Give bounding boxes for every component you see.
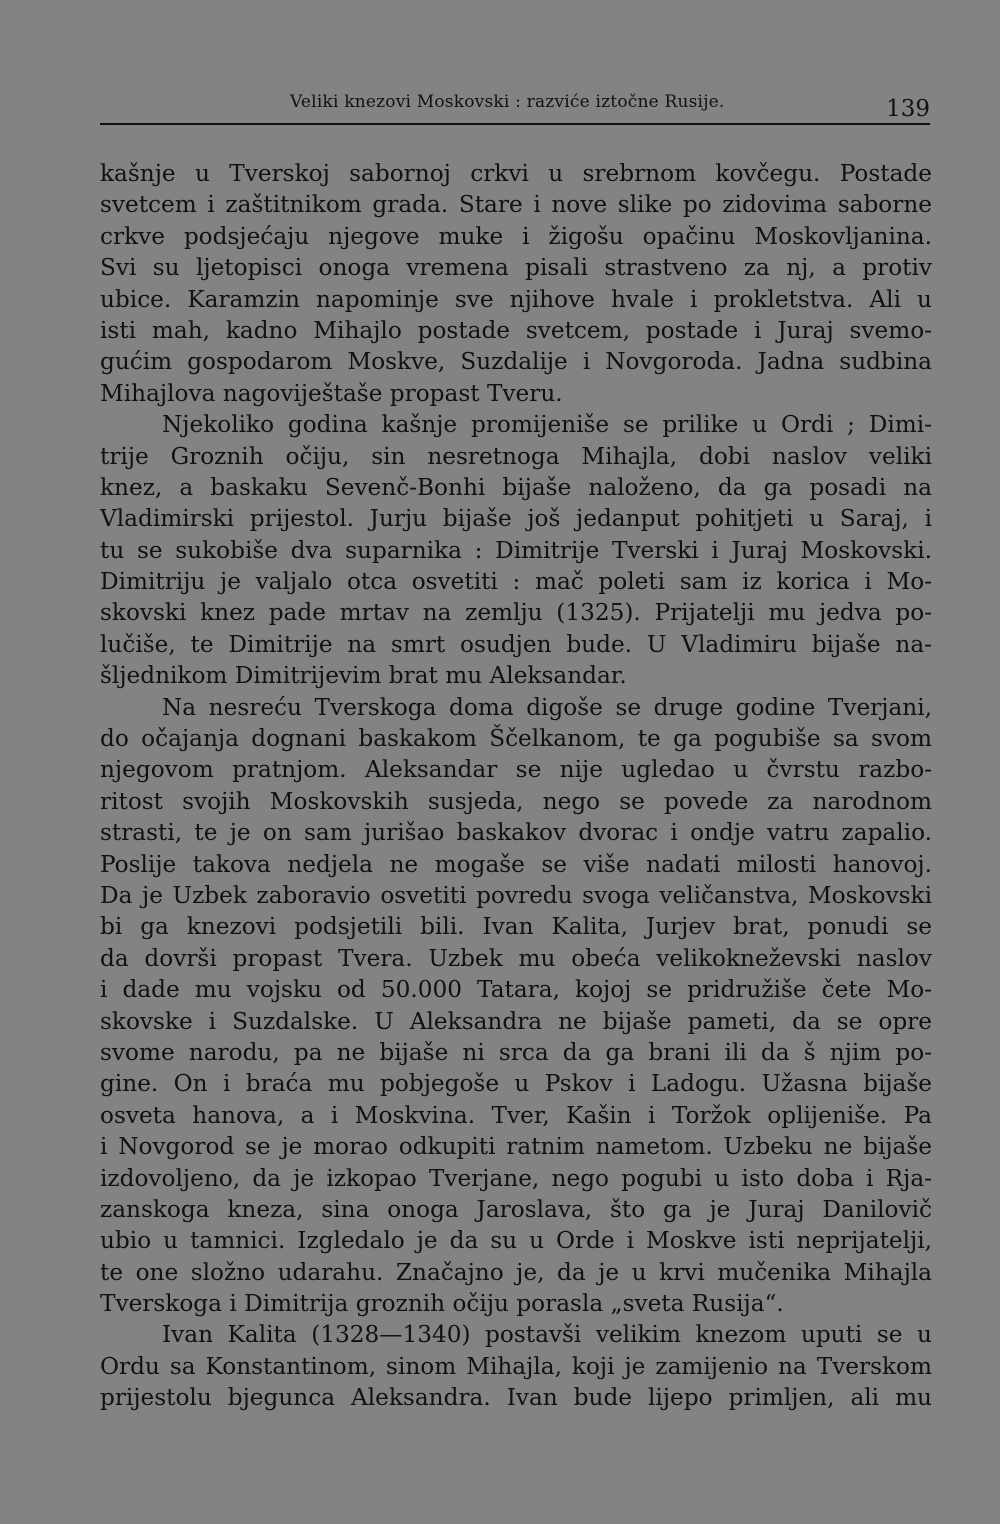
text-line: skovski knez pade mrtav na zemlju (1325). Prijatelji mu jedva po- xyxy=(100,599,932,627)
text-line: i dade mu vojsku od 50.000 Tatara, kojoj se pridružiše čete Mo- xyxy=(100,976,932,1004)
text-line: Da je Uzbek zaboravio osvetiti povredu svoga veličanstva, Moskovski xyxy=(100,881,932,909)
text-line: Svi su ljetopisci onoga vremena pisali strastveno za nj, a protiv xyxy=(100,254,932,282)
text-line: Mihajlova nagoviještaše propast Tveru. xyxy=(100,379,563,407)
text-line: Ordu sa Konstantinom, sinom Mihajla, koji je zamijenio na Tverskom xyxy=(100,1352,932,1380)
text-line: crkve podsjećaju njegove muke i žigošu opačinu Moskovljanina. xyxy=(100,222,932,250)
text-line: te one složno udarahu. Značajno je, da je u krvi mučenika Mihajla xyxy=(100,1258,932,1286)
text-line: Vladimirski prijestol. Jurju bijaše još jedanput pohitjeti u Saraj, i xyxy=(100,505,932,533)
text-line: trije Groznih očiju, sin nesretnoga Mihajla, dobi naslov veliki xyxy=(100,442,932,470)
text-line: lučiše, te Dimitrije na smrt osudjen bude. U Vladimiru bijaše na- xyxy=(100,630,932,658)
text-line: gine. On i braća mu pobjegoše u Pskov i Ladogu. Užasna bijaše xyxy=(100,1070,932,1098)
text-line: Dimitriju je valjalo otca osvetiti : mač poleti sam iz korica i Mo- xyxy=(100,568,932,596)
text-line: svome narodu, pa ne bijaše ni srca da ga brani ili da š njim po- xyxy=(100,1038,932,1066)
header-rule xyxy=(100,123,930,125)
text-line: prijestolu bjegunca Aleksandra. Ivan bude lijepo primljen, ali mu xyxy=(100,1384,932,1412)
running-head xyxy=(100,88,930,128)
text-line: bi ga knezovi podsjetili bili. Ivan Kalita, Jurjev brat, ponudi se xyxy=(100,913,932,941)
text-line: isti mah, kadno Mihajlo postade svetcem, postade i Juraj svemo- xyxy=(100,316,932,344)
text-line: Njekoliko godina kašnje promijeniše se prilike u Ordi ; Dimi- xyxy=(162,411,932,439)
text-line: tu se sukobiše dva suparnika : Dimitrije Tverski i Juraj Moskovski. xyxy=(100,536,932,564)
text-line: skovske i Suzdalske. U Aleksandra ne bijaše pameti, da se opre xyxy=(100,1007,932,1035)
text-line: ubice. Karamzin napominje sve njihove hvale i prokletstva. Ali u xyxy=(100,285,932,313)
text-line: i Novgorod se je morao odkupiti ratnim nametom. Uzbeku ne bijaše xyxy=(100,1133,932,1161)
text-line: da dovrši propast Tvera. Uzbek mu obeća velikokneževski naslov xyxy=(100,944,932,972)
text-line: Ivan Kalita (1328—1340) postavši velikim knezom uputi se u xyxy=(162,1321,932,1349)
text-line: izdovoljeno, da je izkopao Tverjane, nego pogubi u isto doba i Rja- xyxy=(100,1164,932,1192)
text-line: kašnje u Tverskoj sabornoj crkvi u srebrnom kovčegu. Postade xyxy=(100,160,932,187)
text-line: zanskoga kneza, sina onoga Jaroslava, što ga je Juraj Danilovič xyxy=(100,1195,932,1223)
page-number: 139 xyxy=(886,96,930,122)
text-line: Na nesreću Tverskoga doma digoše se druge godine Tverjani, xyxy=(162,693,932,721)
text-line: knez, a baskaku Sevenč-Bonhi bijaše naloženo, da ga posadi na xyxy=(100,473,932,501)
text-line: osveta hanova, a i Moskvina. Tver, Kašin i Toržok oplijeniše. Pa xyxy=(100,1101,932,1129)
body-text xyxy=(100,158,932,1414)
text-line: strasti, te je on sam jurišao baskakov dvorac i ondje vatru zapalio. xyxy=(100,819,932,847)
text-line: Poslije takova nedjela ne mogaše se više nadati milosti hanovoj. xyxy=(100,850,932,878)
text-line: ritost svojih Moskovskih susjeda, nego se povede za narodnom xyxy=(100,787,932,815)
text-line: šljednikom Dimitrijevim brat mu Aleksandar. xyxy=(100,662,627,690)
text-line: gućim gospodarom Moskve, Suzdalije i Novgoroda. Jadna sudbina xyxy=(100,348,932,376)
text-line: njegovom pratnjom. Aleksandar se nije ugledao u čvrstu razbo- xyxy=(100,756,932,784)
text-line: svetcem i zaštitnikom grada. Stare i nove slike po zidovima saborne xyxy=(100,191,932,219)
text-line: ubio u tamnici. Izgledalo je da su u Orde i Moskve isti neprijatelji, xyxy=(100,1227,932,1255)
text-line: Tverskoga i Dimitrija groznih očiju porasla „sveta Rusija“. xyxy=(100,1290,784,1318)
running-title: Veliki knezovi Moskovski : razviće iztočne Rusije. xyxy=(290,92,725,112)
text-line: do očajanja dognani baskakom Ščelkanom, te ga pogubiše sa svom xyxy=(100,725,932,753)
